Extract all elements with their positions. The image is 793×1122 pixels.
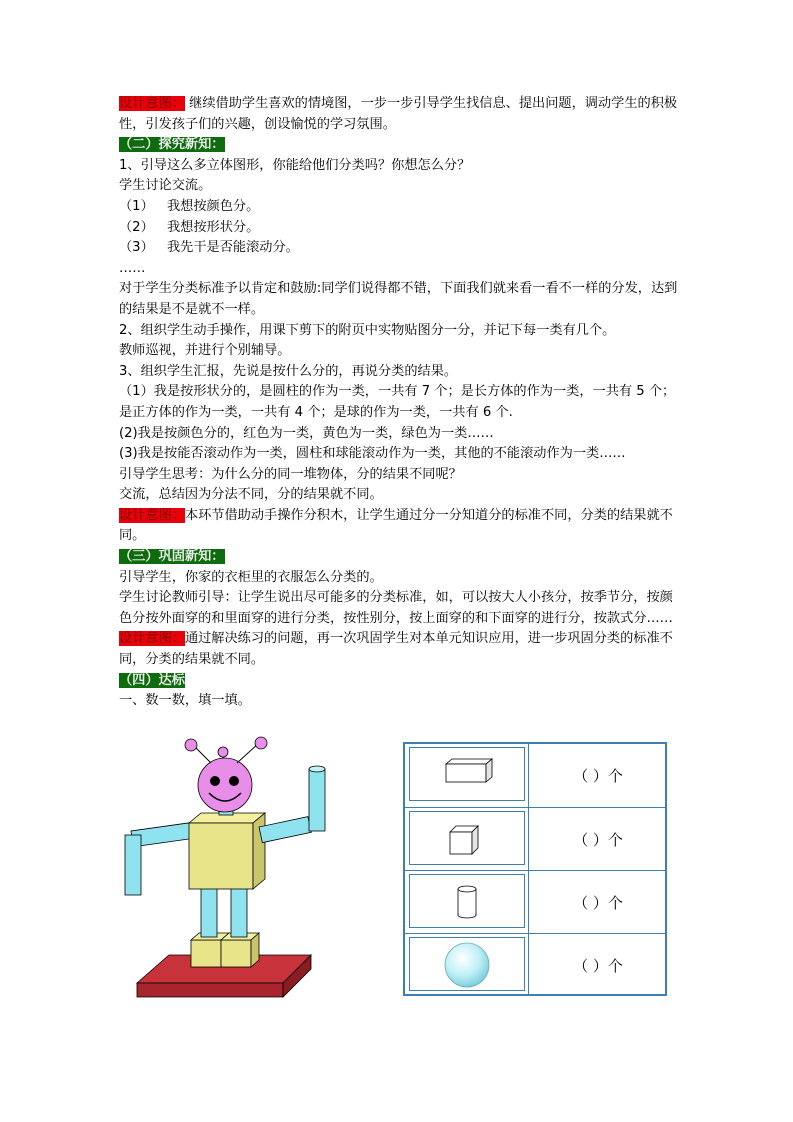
- ellipsis: ……: [119, 260, 146, 276]
- robot-illustration: [119, 735, 329, 1005]
- exercise-figures: [119, 735, 679, 1005]
- sphere-icon: [410, 938, 524, 990]
- list-item: （3） 我先干是否能滚动分。: [119, 240, 299, 256]
- design-tag: 设计意图：: [119, 507, 185, 523]
- design-note-3: [119, 629, 679, 670]
- cuboid-cell: [409, 747, 525, 801]
- consolidate-discuss: 学生讨论教师引导：让学生说出尽可能多的分类标准，如，可以按大人小孩分，按季节分，按颜色分按外面穿的和里面穿的进行分类，按性别分，按上面穿的和下面穿的进行分，按款式分……: [119, 590, 673, 626]
- cylinder-cell: [409, 874, 525, 928]
- explore-r3: (3)我是按能否滚动作为一类，圆柱和球能滚动作为一类，其他的不能滚动作为一类……: [119, 446, 626, 462]
- explore-patrol: 教师巡视，并进行个别辅导。: [119, 343, 291, 359]
- design-text: 继续借助学生喜欢的情境图，一步一步引导学生找信息、提出问题，调动学生的积极性，引发孩子们的兴趣，创设愉悦的学习氛围。: [119, 96, 678, 132]
- cylinder-icon: [410, 875, 524, 927]
- count-answer[interactable]: （ ）个: [573, 831, 623, 849]
- exercise-title: 一、数一数，填一填。: [119, 693, 251, 709]
- design-text: 通过解决练习的问题，再一次巩固学生对本单元知识应用，进一步巩固分类的标准不同，分类的结果就不同。: [119, 631, 673, 668]
- sphere-cell: [409, 937, 525, 991]
- table-row: [405, 933, 665, 997]
- table-row: [405, 744, 665, 807]
- explore-q2: 2、组织学生动手操作，用课下剪下的附页中实物贴图分一分，并记下每一类有几个。: [119, 322, 616, 338]
- heading-explore: （二）探究新知：: [119, 137, 225, 153]
- document-body: [119, 94, 679, 712]
- heading-consolidate: （三）巩固新知：: [119, 549, 225, 565]
- count-answer[interactable]: （ ）个: [573, 894, 623, 912]
- design-note-2: [119, 506, 679, 547]
- list-item: （1） 我想按颜色分。: [119, 198, 260, 214]
- explore-conclude: 交流，总结因为分法不同，分的结果就不同。: [119, 487, 383, 503]
- count-answer[interactable]: （ ）个: [573, 767, 623, 785]
- count-answer[interactable]: （ ）个: [573, 957, 623, 975]
- explore-discuss: 学生讨论交流。: [119, 178, 212, 194]
- consolidate-guide: 引导学生，你家的衣柜里的衣服怎么分类的。: [119, 569, 383, 585]
- design-note-1: [119, 94, 679, 135]
- design-text: 本环节借助动手操作分积木，让学生通过分一分知道分的标准不同，分类的结果就不同。: [119, 507, 673, 544]
- design-tag: 设计意图：: [119, 631, 185, 647]
- cube-icon: [410, 812, 524, 864]
- list-item: （2） 我想按形状分。: [119, 219, 260, 235]
- explore-r2: (2)我是按颜色分的，红色为一类，黄色为一类，绿色为一类……: [119, 425, 494, 441]
- explore-affirm: 对于学生分类标准予以肯定和鼓励:同学们说得都不错，下面我们就来看一看不一样的分发，达到的结果是不是就不一样。: [119, 281, 678, 317]
- cube-cell: [409, 811, 525, 865]
- explore-think: 引导学生思考：为什么分的同一堆物体，分的结果不同呢？: [119, 466, 462, 482]
- table-row: [405, 870, 665, 934]
- heading-standard: （四）达标: [119, 672, 185, 688]
- explore-r1: （1）我是按形状分的，是圆柱的作为一类，一共有 7 个；是长方体的作为一类，一共有 5 个；是正方体的作为一类，一共有 4 个；是球的作为一类，一共有 6 个.: [119, 384, 676, 420]
- cuboid-icon: [410, 748, 524, 800]
- design-tag: 设计意图：: [119, 96, 185, 111]
- explore-q3: 3、组织学生汇报，先说是按什么分的，再说分类的结果。: [119, 363, 458, 379]
- count-table: [403, 742, 667, 996]
- table-row: [405, 807, 665, 871]
- explore-q1: 1、引导这么多立体图形，你能给他们分类吗？你想怎么分？: [119, 157, 471, 173]
